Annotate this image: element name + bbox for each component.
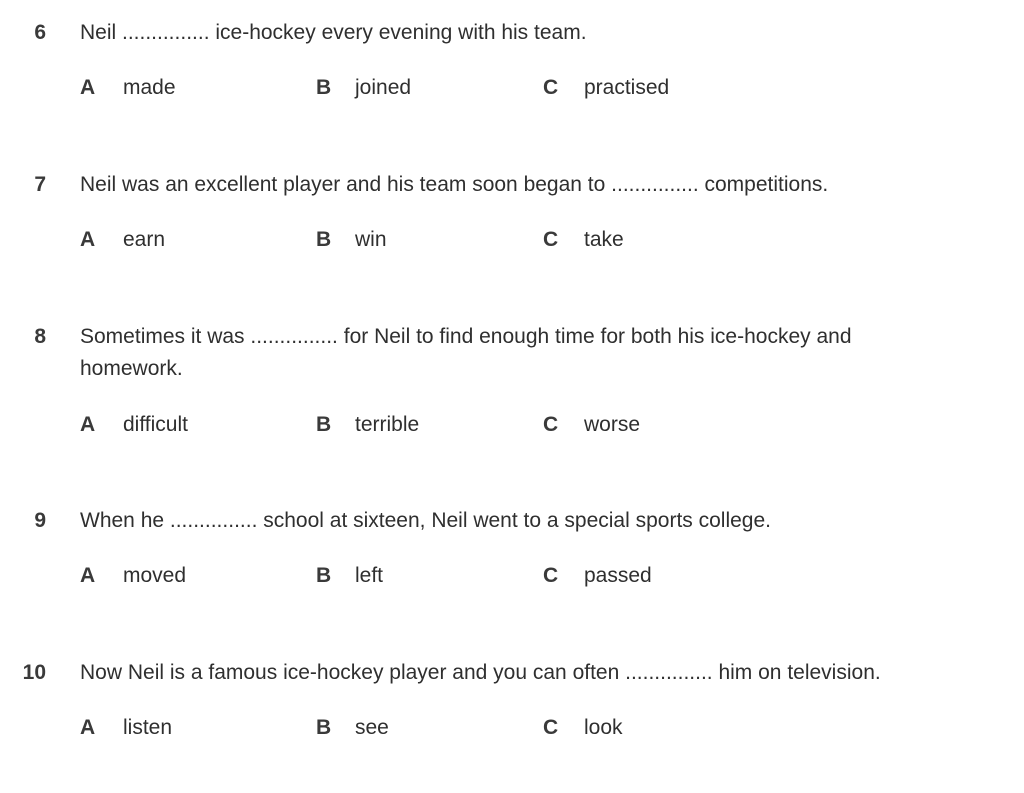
option-word: terrible xyxy=(355,413,420,436)
option-b[interactable] xyxy=(316,410,419,440)
option-word: see xyxy=(355,716,389,739)
option-a[interactable] xyxy=(80,73,176,103)
option-letter: A xyxy=(80,564,96,587)
option-letter: B xyxy=(316,564,332,587)
option-letter: C xyxy=(543,716,559,739)
question-text: Now Neil is a famous ice-hockey player and you can often ............... him on television. xyxy=(80,661,881,684)
option-word: worse xyxy=(584,413,641,436)
option-b[interactable] xyxy=(316,73,411,103)
option-letter: A xyxy=(80,76,96,99)
option-letter: A xyxy=(80,228,96,251)
option-letter: B xyxy=(316,228,332,251)
option-word: listen xyxy=(123,716,173,739)
question-number: 8 xyxy=(34,325,46,348)
option-letter: B xyxy=(316,76,332,99)
option-word: take xyxy=(584,228,624,251)
option-word: moved xyxy=(123,564,187,587)
option-letter: C xyxy=(543,413,559,436)
option-c[interactable] xyxy=(543,410,640,440)
option-word: joined xyxy=(355,76,412,99)
option-letter: B xyxy=(316,413,332,436)
option-word: made xyxy=(123,76,176,99)
option-letter: A xyxy=(80,413,96,436)
question-text: Neil was an excellent player and his team soon began to ............... competitions. xyxy=(80,173,829,196)
question-text: Neil ............... ice-hockey every evening with his team. xyxy=(80,21,587,44)
question-text: Sometimes it was ............... for Neil to find enough time for both his ice-hockey and homework. xyxy=(80,325,852,380)
option-word: earn xyxy=(123,228,166,251)
question-number: 6 xyxy=(34,21,46,44)
option-letter: B xyxy=(316,716,332,739)
option-letter: C xyxy=(543,564,559,587)
option-letter: A xyxy=(80,716,96,739)
question-number: 9 xyxy=(34,509,46,532)
option-word: practised xyxy=(584,76,670,99)
option-word: difficult xyxy=(123,413,188,436)
question-number: 10 xyxy=(22,661,46,684)
option-letter: C xyxy=(543,228,559,251)
option-c[interactable] xyxy=(543,225,624,255)
question-number: 7 xyxy=(34,173,46,196)
option-a[interactable] xyxy=(80,561,186,591)
option-a[interactable] xyxy=(80,410,188,440)
option-word: left xyxy=(355,564,384,587)
option-a[interactable] xyxy=(80,225,165,255)
option-b[interactable] xyxy=(316,713,389,743)
option-word: passed xyxy=(584,564,652,587)
option-word: look xyxy=(584,716,623,739)
option-b[interactable] xyxy=(316,561,383,591)
option-word: win xyxy=(355,228,387,251)
option-c[interactable] xyxy=(543,73,669,103)
option-c[interactable] xyxy=(543,561,652,591)
option-b[interactable] xyxy=(316,225,387,255)
option-a[interactable] xyxy=(80,713,172,743)
option-c[interactable] xyxy=(543,713,623,743)
option-letter: C xyxy=(543,76,559,99)
question-text: When he ............... school at sixteen, Neil went to a special sports college. xyxy=(80,509,772,532)
